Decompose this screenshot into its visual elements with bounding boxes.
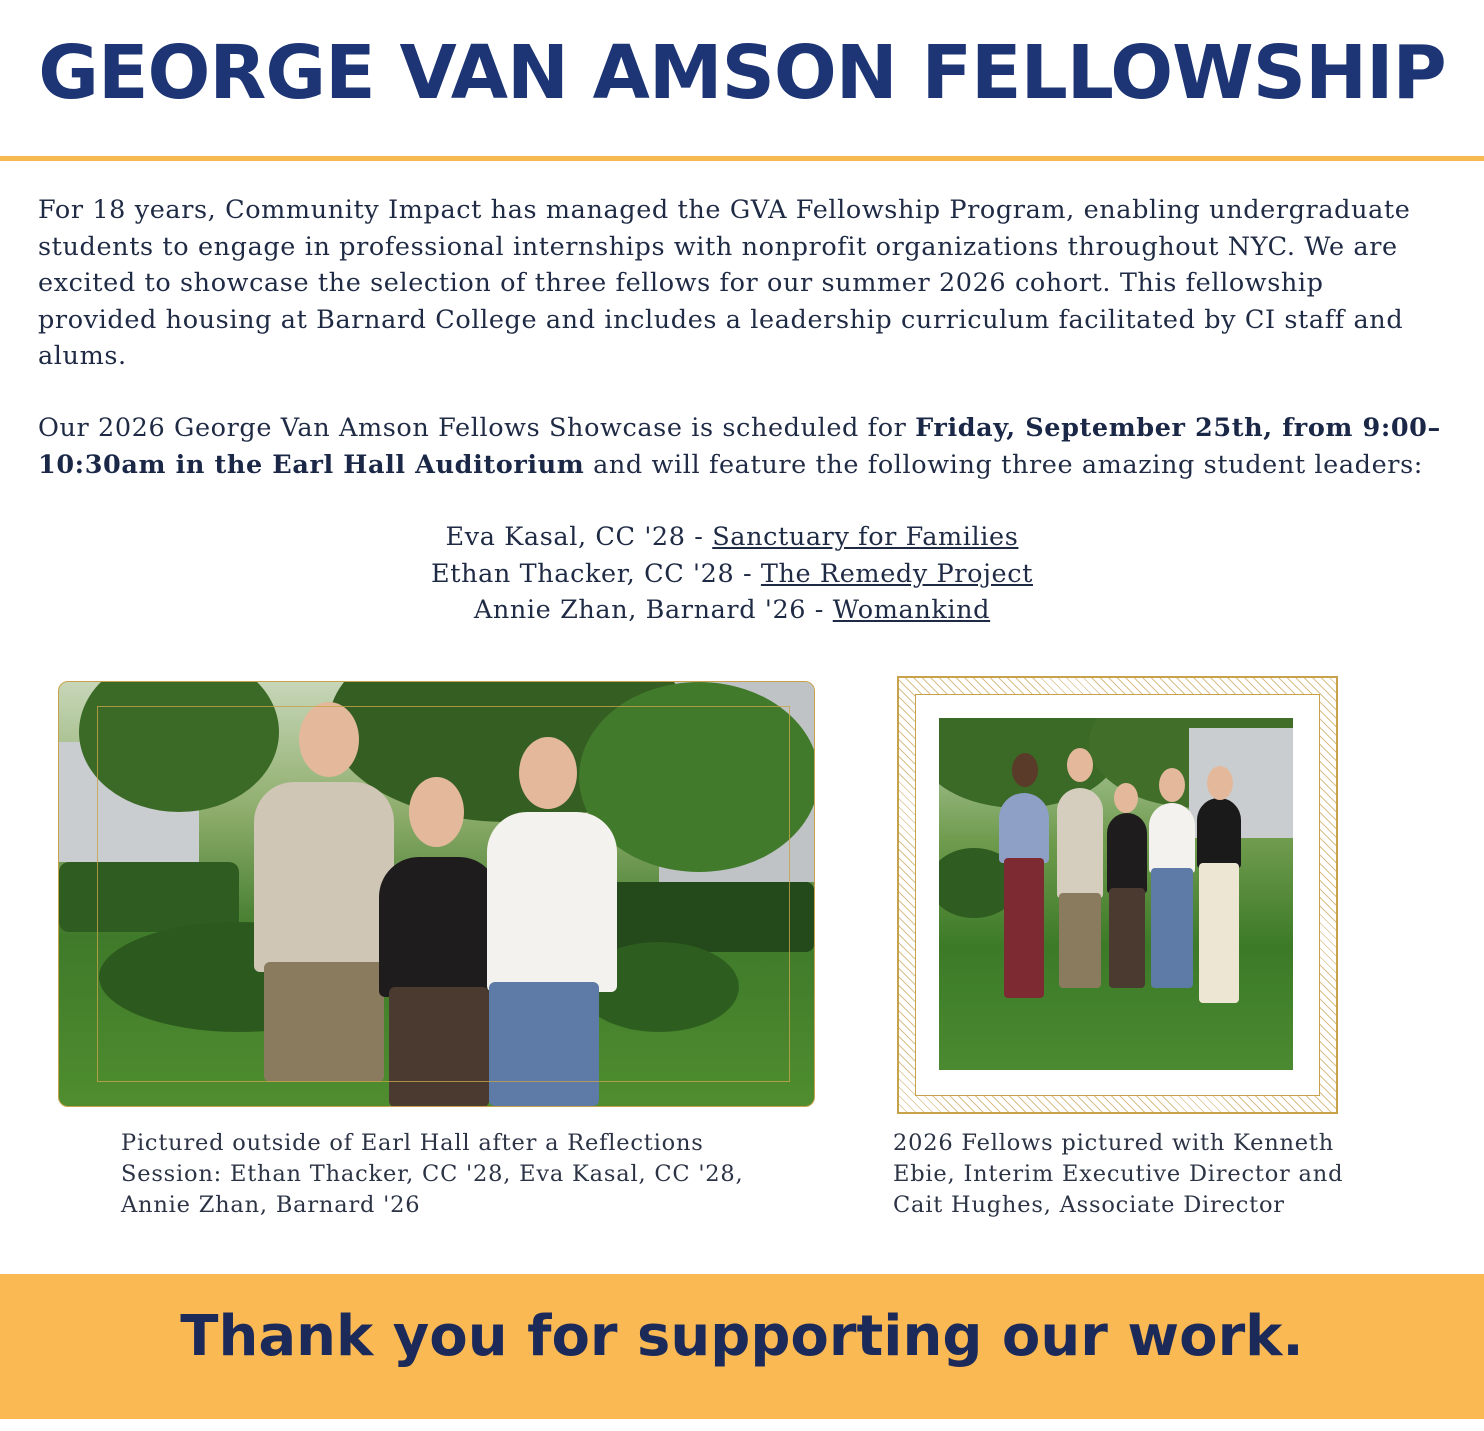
head-shape [1159,768,1185,802]
group-photo-earl-hall [58,681,815,1107]
fellow-org-link[interactable]: Womankind [832,595,991,625]
thank-you-message: Thank you for supporting our work. [180,1304,1304,1369]
title-divider [0,156,1484,161]
person-shape [1109,888,1145,988]
photo-image [939,718,1293,1070]
fellow-name: Annie Zhan, Barnard '26 - [473,595,833,625]
fellow-item [0,592,1464,629]
person-shape [999,793,1049,863]
fellow-org-link[interactable]: The Remedy Project [760,558,1033,589]
showcase-tail: and will feature the following three amazing student leaders: [584,449,1423,480]
person-shape [1059,893,1101,988]
person-shape [1057,788,1103,898]
person-shape [1151,868,1193,988]
person-shape [1199,863,1239,1003]
intro-paragraph: For 18 years, Community Impact has managed the GVA Fellowship Program, enabling undergraduate students to engage in professional internships with nonprofit organizations throughout NYC. We are excited to showcase the selection of three fellows for our summer 2026 cohort. This fellowship provided housing at Barnard College and includes a leadership curriculum facilitated by CI staff and alums. [38,195,1411,371]
group-photo-with-staff [897,676,1338,1114]
showcase-paragraph [38,410,1448,483]
footer-banner [0,1274,1484,1419]
showcase-date-location: Friday, September 25th, from 9:00–10:30am in the Earl Hall Auditorium [38,413,1441,480]
person-shape [1107,813,1147,893]
person-shape [1004,858,1044,998]
head-shape [1012,753,1038,787]
left-photo-caption: Pictured outside of Earl Hall after a Reflections Session: Ethan Thacker, CC '28, Eva Kasal, CC '28, Annie Zhan, Barnard '26 [121,1130,744,1218]
decorative-frame [97,706,790,1082]
person-shape [1197,798,1241,868]
fellow-name: Ethan Thacker, CC '28 - [431,558,761,589]
right-photo-caption: 2026 Fellows pictured with Kenneth Ebie, Interim Executive Director and Cait Hughes, Associate Director [893,1130,1344,1218]
person-shape [1149,803,1195,873]
head-shape [1067,748,1093,782]
fellow-item [0,519,1464,556]
head-shape [1114,783,1138,813]
fellow-item [0,556,1464,593]
fellow-org-link[interactable]: Sanctuary for Families [712,522,1019,552]
fellow-name: Eva Kasal, CC '28 - [445,522,713,552]
page-title: GEORGE VAN AMSON FELLOWSHIP [38,30,1446,116]
showcase-lead: Our 2026 George Van Amson Fellows Showcase is scheduled for [38,413,916,443]
fellows-list [0,519,1464,629]
head-shape [1207,766,1233,800]
